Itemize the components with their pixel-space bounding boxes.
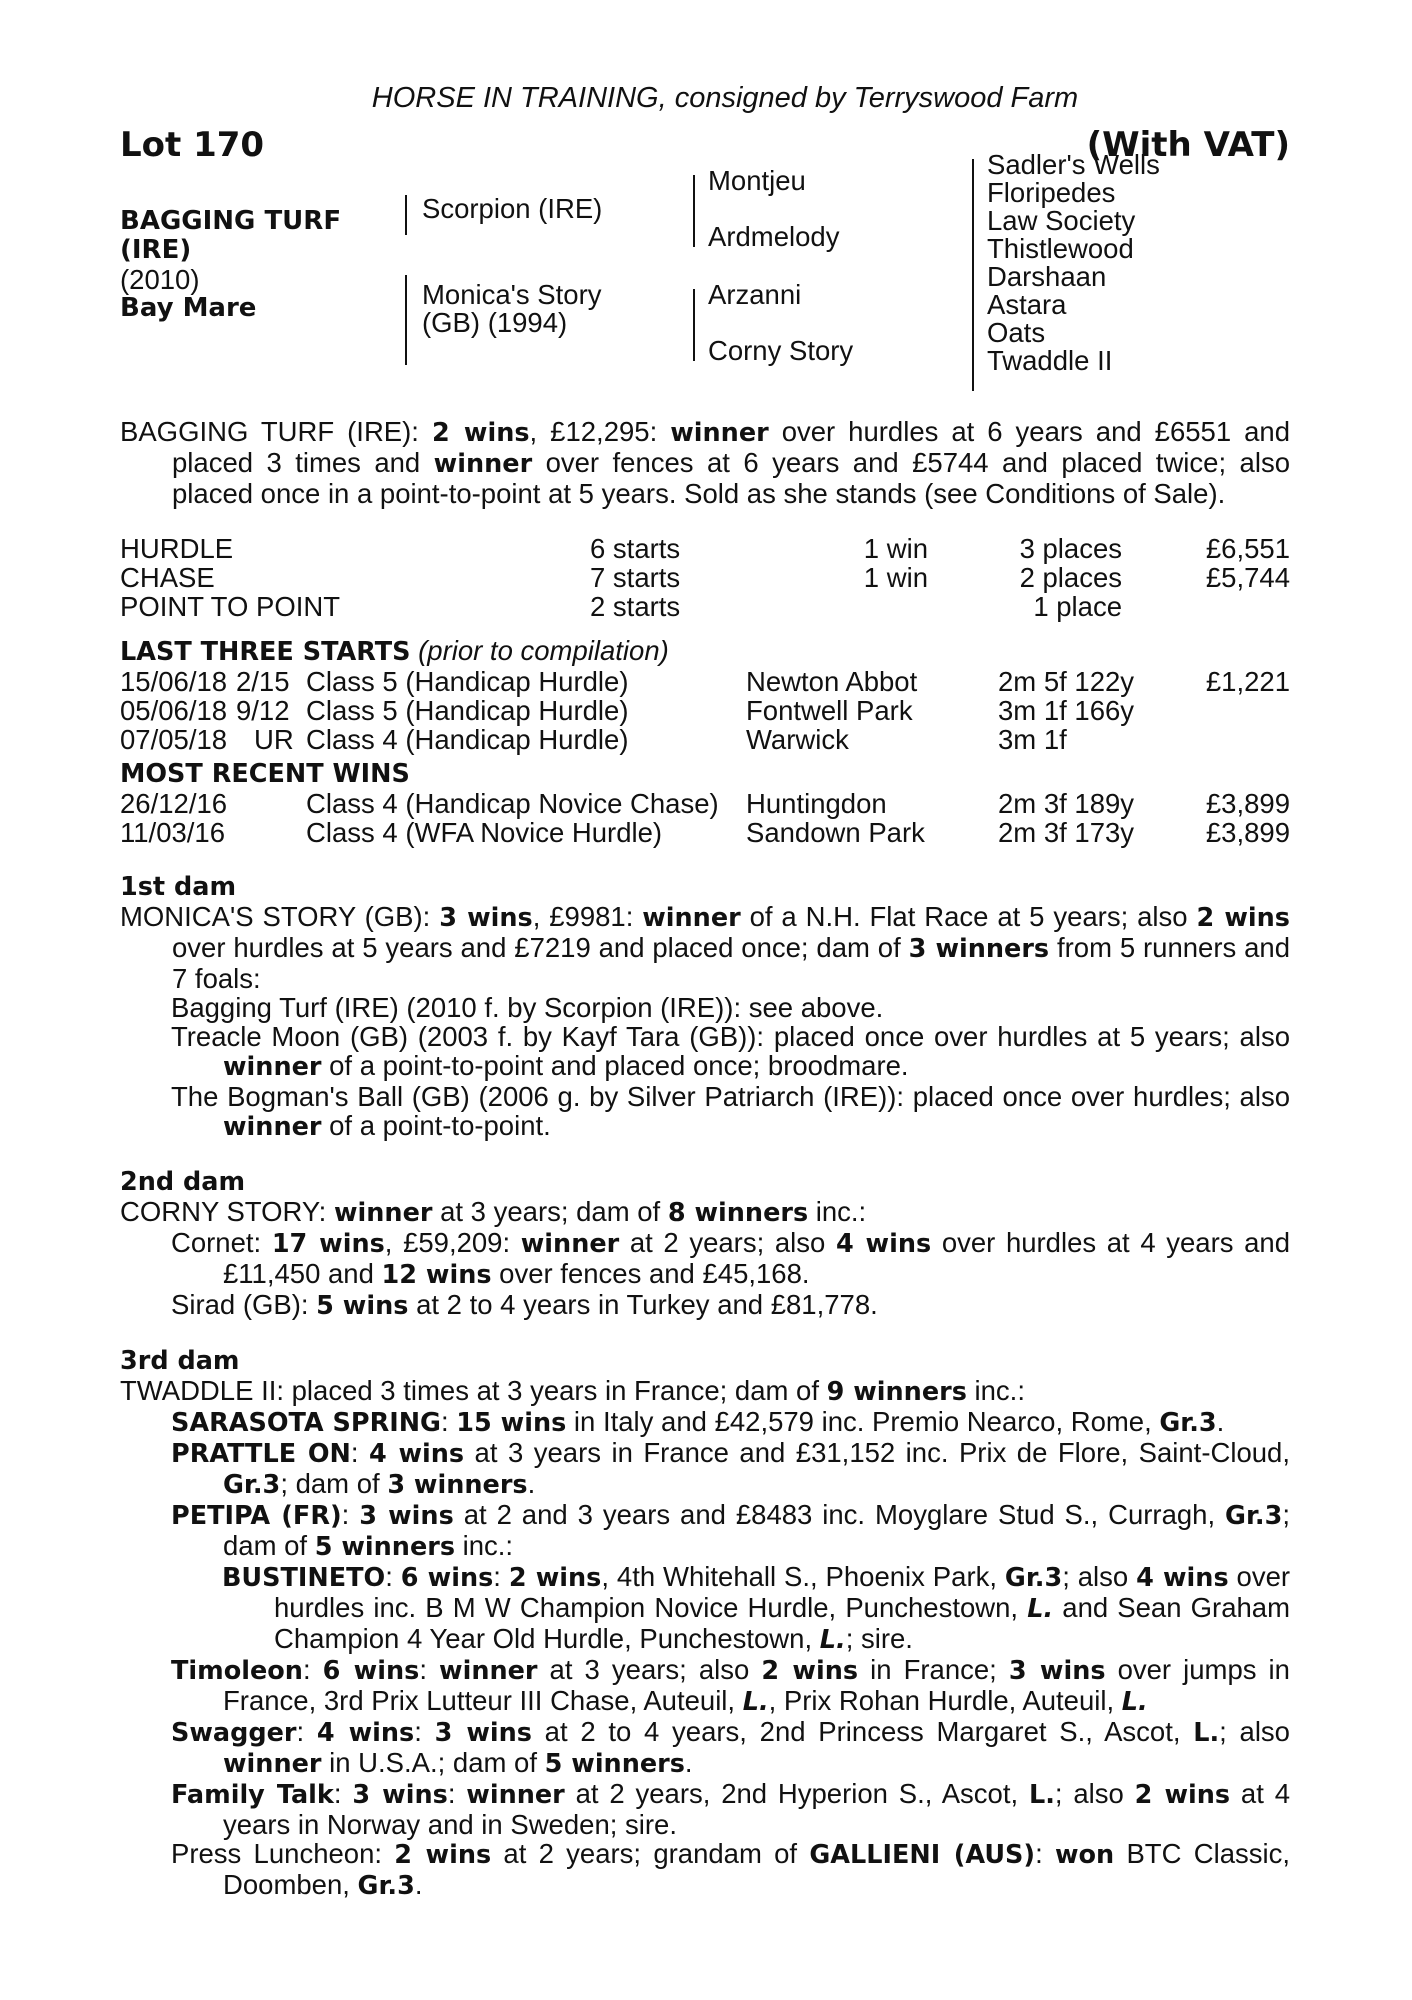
text-run: over fences and £45,168. — [491, 1258, 810, 1289]
bold-text: L. — [742, 1687, 769, 1717]
recent-wins-title: MOST RECENT WINS — [120, 759, 410, 789]
text-run: . — [414, 1869, 423, 1900]
record-starts: 7 starts — [590, 562, 681, 593]
text-run: at 2 years; grandam of — [491, 1838, 810, 1869]
text-run: over hurdles at 4 years and £11,450 and — [223, 1227, 1291, 1289]
text-run: : — [385, 1561, 401, 1592]
bold-text: PRATTLE ON — [171, 1439, 351, 1469]
win-distance: 2m 3f 189y — [998, 788, 1135, 819]
produce-entry — [120, 1082, 1290, 1142]
produce-entry — [120, 1779, 1290, 1839]
text-run: , £59,209: — [384, 1227, 521, 1258]
text-run: over jumps in France, 3rd Prix Lutteur III Chase, Auteuil, — [223, 1654, 1290, 1716]
third-dam-section — [120, 1347, 1290, 1901]
win-row — [120, 789, 1290, 818]
great-grandparent: Thistlewood — [987, 233, 1134, 264]
recent-wins-section — [120, 760, 1290, 847]
bold-text: 15 wins — [456, 1408, 567, 1438]
last-starts-note: (prior to compilation) — [410, 635, 669, 666]
record-row — [120, 592, 1290, 621]
text-run: inc.: — [455, 1530, 514, 1561]
record-row — [120, 563, 1290, 592]
great-grandparent: Floripedes — [987, 177, 1116, 208]
run-position: UR — [254, 724, 294, 755]
run-course: Fontwell Park — [746, 695, 913, 726]
bold-text: 17 wins — [271, 1229, 385, 1259]
produce-entry — [120, 1407, 1290, 1438]
bold-text: winner — [439, 1656, 538, 1686]
bold-text: L. — [1028, 1780, 1055, 1810]
bold-text: 3 wins — [439, 903, 533, 933]
bold-text: 5 winners — [544, 1749, 685, 1779]
bold-text: winner — [642, 903, 741, 933]
record-type: CHASE — [120, 562, 215, 593]
text-run: over hurdles inc. B M W Champion Novice Hurdle, Punchestown, — [274, 1561, 1291, 1623]
win-race: Class 4 (WFA Novice Hurdle) — [306, 817, 663, 848]
bold-text: winner — [333, 1198, 433, 1228]
bold-text: 2 wins — [508, 1563, 602, 1593]
record-wins: 1 win — [863, 562, 928, 593]
bold-text: 2 wins — [761, 1656, 859, 1686]
pedigree-line — [405, 195, 407, 235]
bold-text: 5 winners — [314, 1532, 455, 1562]
second-dam-intro — [120, 1197, 1290, 1228]
horse-name: BAGGING TURF (IRE) — [120, 206, 342, 265]
bold-text: Swagger — [171, 1718, 297, 1748]
text-run: , 4th Whitehall S., Phoenix Park, — [601, 1561, 1005, 1592]
bold-text: PETIPA (FR) — [171, 1501, 342, 1531]
produce-entry — [120, 1655, 1290, 1717]
text-run: : — [493, 1561, 509, 1592]
third-dam-produce — [120, 1407, 1290, 1901]
text-run: from 5 runners and 7 foals: — [172, 932, 1291, 994]
text-run: of a N.H. Flat Race at 5 years; also — [740, 901, 1197, 932]
text-run: The Bogman's Ball (GB) (2006 g. by Silver Patriarch (IRE)): placed once over hurdles; also — [171, 1081, 1290, 1112]
win-prize: £3,899 — [1205, 817, 1290, 848]
text-run: Press Luncheon: — [171, 1838, 395, 1869]
third-dam-title: 3rd dam — [120, 1346, 240, 1376]
text-run: at 3 years in France and £31,152 inc. Prix de Flore, Saint-Cloud, — [464, 1437, 1290, 1468]
win-date: 26/12/16 — [120, 788, 228, 819]
run-row — [120, 725, 1290, 754]
last-starts-table — [120, 667, 1290, 754]
text-run: inc.: — [966, 1375, 1025, 1406]
text-run: : — [296, 1716, 317, 1747]
record-places: 1 place — [1033, 591, 1122, 622]
bold-text: Gr.3 — [1159, 1408, 1217, 1438]
bold-text: 2 wins — [1196, 903, 1290, 933]
run-course: Warwick — [746, 724, 849, 755]
horse-identity — [120, 207, 380, 323]
bold-text: 4 wins — [316, 1718, 415, 1748]
text-run: Cornet: — [171, 1227, 272, 1258]
bold-text: winner — [223, 1052, 322, 1082]
sire-name: Scorpion (IRE) — [422, 193, 603, 224]
first-dam-title: 1st dam — [120, 872, 237, 902]
record-places: 2 places — [1019, 562, 1122, 593]
recent-wins-table — [120, 789, 1290, 847]
text-run: ; sire. — [845, 1623, 913, 1654]
bold-text: Gr.3 — [1225, 1501, 1283, 1531]
record-starts: 2 starts — [590, 591, 681, 622]
record-type: HURDLE — [120, 533, 234, 564]
run-race: Class 4 (Handicap Hurdle) — [306, 724, 629, 755]
bold-text: 3 wins — [1008, 1656, 1106, 1686]
great-grandparents — [987, 151, 1160, 375]
bold-text: L. — [819, 1625, 846, 1655]
lot-number: Lot 170 — [120, 125, 265, 165]
second-dam-produce — [120, 1228, 1290, 1321]
bold-text: 3 winners — [387, 1470, 528, 1500]
pedigree-line — [972, 159, 974, 391]
text-run: ; also — [1062, 1561, 1137, 1592]
text-run: CORNY STORY: — [120, 1196, 334, 1227]
summary-text: BAGGING TURF (IRE): — [120, 416, 432, 447]
text-run: of a point-to-point and placed once; broodmare. — [321, 1050, 909, 1081]
text-run: . — [527, 1468, 536, 1499]
run-date: 15/06/18 — [120, 666, 228, 697]
great-grandparent: Twaddle II — [987, 345, 1113, 376]
text-run: : — [333, 1778, 353, 1809]
win-course: Huntingdon — [746, 788, 887, 819]
text-run: , Prix Rohan Hurdle, Auteuil, — [768, 1685, 1122, 1716]
produce-entry — [120, 1839, 1290, 1901]
bold-text: L. — [1193, 1718, 1220, 1748]
second-dam-title: 2nd dam — [120, 1167, 246, 1197]
text-run: at 2 and 3 years and £8483 inc. Moyglare Stud S., Curragh, — [453, 1499, 1226, 1530]
produce-entry — [120, 1228, 1290, 1290]
text-run: at 4 years in Norway and in Sweden; sire. — [223, 1778, 1290, 1840]
bold-text: 3 wins — [434, 1718, 532, 1748]
record-row — [120, 534, 1290, 563]
bold-text: 6 wins — [322, 1656, 420, 1686]
win-course: Sandown Park — [746, 817, 925, 848]
text-run: ; dam of — [280, 1468, 388, 1499]
race-summary — [120, 417, 1290, 508]
text-run: BTC Classic, Doomben, — [223, 1838, 1290, 1900]
run-race: Class 5 (Handicap Hurdle) — [306, 666, 629, 697]
win-prize: £3,899 — [1205, 788, 1290, 819]
run-position: 9/12 — [236, 695, 290, 726]
text-run: : — [341, 1499, 360, 1530]
record-prize: £6,551 — [1205, 533, 1290, 564]
bold-text: 5 wins — [316, 1291, 409, 1321]
granddam-maternal: Corny Story — [708, 335, 854, 366]
last-starts-section — [120, 636, 1290, 754]
grandsire-paternal: Montjeu — [708, 165, 806, 196]
bold-text: L. — [1121, 1687, 1148, 1717]
text-run: . — [684, 1747, 693, 1778]
run-date: 05/06/18 — [120, 695, 228, 726]
first-dam-section — [120, 873, 1290, 1142]
win-race: Class 4 (Handicap Novice Chase) — [306, 788, 719, 819]
text-run: inc.: — [808, 1196, 867, 1227]
run-prize: £1,221 — [1205, 666, 1290, 697]
text-run: : — [419, 1654, 440, 1685]
text-run: over hurdles at 5 years and £7219 and placed once; dam of — [172, 932, 909, 963]
race-record-table — [120, 534, 1290, 624]
text-run: Bagging Turf (IRE) (2010 f. by Scorpion (IRE)): see above. — [171, 992, 884, 1023]
second-dam-section — [120, 1168, 1290, 1321]
bold-text: 2 wins — [394, 1840, 492, 1870]
great-grandparent: Darshaan — [987, 261, 1107, 292]
text-run: at 2 to 4 years in Turkey and £81,778. — [408, 1289, 878, 1320]
run-race: Class 5 (Handicap Hurdle) — [306, 695, 629, 726]
text-run: at 3 years; also — [537, 1654, 762, 1685]
run-distance: 2m 5f 122y — [998, 666, 1135, 697]
catalogue-page — [120, 84, 1290, 1901]
bold-text: won — [1054, 1840, 1115, 1870]
produce-entry — [120, 993, 1290, 1022]
great-grandparent: Law Society — [987, 205, 1136, 236]
bold-text: GALLIENI (AUS) — [809, 1840, 1036, 1870]
text-run: at 2 years, 2nd Hyperion S., Ascot, — [564, 1778, 1029, 1809]
bold-text: winner — [520, 1229, 620, 1259]
text-run: ; dam of — [223, 1499, 1290, 1561]
first-dam-produce — [120, 993, 1290, 1142]
text-run: and Sean Graham Champion 4 Year Old Hurdle, Punchestown, — [274, 1592, 1290, 1654]
summary-bold: winner — [433, 449, 533, 479]
win-row — [120, 818, 1290, 847]
text-run: in Italy and £42,579 inc. Premio Nearco, Rome, — [566, 1406, 1160, 1437]
vat-label: (With VAT) — [1086, 125, 1290, 165]
bold-text: Family Talk — [171, 1780, 334, 1810]
bold-text: 12 wins — [381, 1260, 492, 1290]
run-row — [120, 696, 1290, 725]
text-run: : — [447, 1778, 467, 1809]
bold-text: L. — [1027, 1594, 1054, 1624]
text-run: : — [302, 1654, 323, 1685]
text-run: in France; — [858, 1654, 1009, 1685]
record-type: POINT TO POINT — [120, 591, 341, 622]
horse-sex: Bay Mare — [120, 293, 257, 323]
great-grandparent: Astara — [987, 289, 1067, 320]
horse-year: (2010) — [120, 264, 200, 295]
last-starts-title: LAST THREE STARTS — [120, 637, 411, 667]
summary-text: over fences at 6 years and £5744 and placed twice; also placed once in a point-to-point at 5 years. Sold as she stands (see Conditions of Sale). — [172, 447, 1290, 509]
text-run: at 3 years; dam of — [432, 1196, 668, 1227]
text-run: : — [350, 1437, 369, 1468]
bold-text: 8 winners — [667, 1198, 809, 1228]
bold-text: winner — [223, 1749, 322, 1779]
summary-text: , £12,295: — [529, 416, 671, 447]
text-run: , £9981: — [532, 901, 643, 932]
text-run: at 2 to 4 years, 2nd Princess Margaret S., Ascot, — [531, 1716, 1194, 1747]
run-distance: 3m 1f 166y — [998, 695, 1135, 726]
produce-entry — [120, 1438, 1290, 1500]
run-distance: 3m 1f — [998, 724, 1067, 755]
record-starts: 6 starts — [590, 533, 681, 564]
text-run: TWADDLE II: placed 3 times at 3 years in France; dam of — [120, 1375, 827, 1406]
record-places: 3 places — [1019, 533, 1122, 564]
win-distance: 2m 3f 173y — [998, 817, 1135, 848]
text-run: of a point-to-point. — [321, 1110, 551, 1141]
bold-text: 6 wins — [400, 1563, 494, 1593]
bold-text: winner — [466, 1780, 565, 1810]
record-prize: £5,744 — [1205, 562, 1290, 593]
produce-entry — [120, 1717, 1290, 1779]
produce-entry — [120, 1500, 1290, 1562]
bold-text: winner — [223, 1112, 322, 1142]
bold-text: 3 wins — [359, 1501, 454, 1531]
bold-text: 3 winners — [908, 934, 1050, 964]
run-row — [120, 667, 1290, 696]
pedigree-line — [693, 175, 695, 247]
bold-text: Gr.3 — [1004, 1563, 1063, 1593]
first-dam-intro — [120, 902, 1290, 993]
text-run: at 2 years; also — [619, 1227, 836, 1258]
bold-text: BUSTINETO — [222, 1563, 386, 1593]
bold-text: 9 winners — [826, 1377, 967, 1407]
bold-text: 4 wins — [835, 1229, 932, 1259]
summary-bold: 2 wins — [431, 418, 530, 448]
consignment-header: HORSE IN TRAINING, consigned by Terryswood Farm — [371, 82, 1079, 114]
text-run: : — [414, 1716, 435, 1747]
text-run: Treacle Moon (GB) (2003 f. by Kayf Tara (GB)): placed once over hurdles at 5 years; also — [171, 1021, 1290, 1052]
run-position: 2/15 — [236, 666, 290, 697]
bold-text: Timoleon — [171, 1656, 303, 1686]
produce-entry — [120, 1562, 1290, 1655]
text-run: in U.S.A.; dam of — [321, 1747, 545, 1778]
third-dam-intro — [120, 1376, 1290, 1407]
record-wins: 1 win — [863, 533, 928, 564]
text-run: . — [1216, 1406, 1225, 1437]
text-run: ; also — [1219, 1716, 1290, 1747]
text-run: Sirad (GB): — [171, 1289, 317, 1320]
bold-text: Gr.3 — [223, 1470, 281, 1500]
win-date: 11/03/16 — [120, 817, 226, 848]
great-grandparent: Oats — [987, 317, 1046, 348]
granddam-paternal: Ardmelody — [708, 221, 840, 252]
run-date: 07/05/18 — [120, 724, 228, 755]
bold-text: SARASOTA SPRING — [171, 1408, 441, 1438]
text-run: : — [441, 1406, 457, 1437]
bold-text: 2 wins — [1134, 1780, 1231, 1810]
produce-entry — [120, 1290, 1290, 1321]
bold-text: 4 wins — [368, 1439, 465, 1469]
summary-text: over hurdles at 6 years and £6551 and placed 3 times and — [172, 416, 1290, 478]
pedigree-line — [405, 275, 407, 365]
text-run: ; also — [1054, 1778, 1135, 1809]
text-run: : — [1035, 1838, 1055, 1869]
bold-text: 4 wins — [1136, 1563, 1229, 1593]
pedigree-line — [693, 289, 695, 361]
bold-text: Gr.3 — [357, 1871, 415, 1901]
dam-name: Monica's Story (GB) (1994) — [422, 279, 602, 338]
run-course: Newton Abbot — [746, 666, 918, 697]
great-grandparent: Sadler's Wells — [987, 149, 1160, 180]
bold-text: 3 wins — [352, 1780, 448, 1810]
text-run: MONICA'S STORY (GB): — [120, 901, 440, 932]
produce-entry — [120, 1022, 1290, 1082]
summary-bold: winner — [670, 418, 769, 448]
pedigree-table — [120, 149, 1290, 405]
grandsire-maternal: Arzanni — [708, 279, 802, 310]
